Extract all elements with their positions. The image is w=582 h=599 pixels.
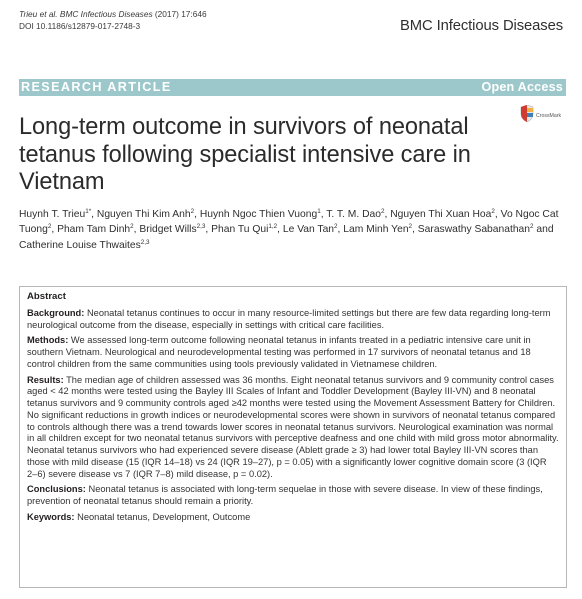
author-name[interactable]: Le Van Tan: [282, 224, 335, 236]
author-affiliation: 2: [530, 223, 534, 231]
author-name[interactable]: Catherine Louise Thwaites: [19, 239, 141, 251]
author-name[interactable]: Huynh T. Trieu: [19, 209, 86, 220]
methods-text: We assessed long-term outcome following neonatal tetanus in infants treated in a pediatric intensive care unit in southern Vietnam. Neurological and neurodevelopmental testing was performed in 17 survivors of neonatal tetanus and 18 control children from the same communities using tools previously validated in Vietnamese children.: [27, 335, 531, 369]
background-label: Background:: [27, 307, 85, 318]
author-name[interactable]: Nguyen Thi Kim Anh: [96, 209, 191, 220]
crossmark-label: CrossMark: [536, 113, 562, 119]
citation-authors: Trieu et al.: [19, 9, 58, 19]
conclusions-text: Neonatal tetanus is associated with long-term sequelae in those with severe disease. In view of these findings, prevention of neonatal tetanus should remain a priority.: [27, 484, 543, 506]
author-affiliation: 2,3: [196, 223, 206, 231]
author-name[interactable]: Saraswathy Sabanathan: [417, 224, 530, 236]
author-affiliation: 1: [317, 208, 321, 215]
author-name[interactable]: Huynh Ngoc Thien Vuong: [199, 209, 318, 220]
author-affiliation: 2: [408, 223, 413, 231]
crossmark-badge[interactable]: [520, 105, 566, 125]
doi[interactable]: DOI 10.1186/s12879-017-2748-3: [19, 20, 141, 31]
article-type-banner: [19, 79, 566, 96]
abstract-conclusions: [27, 484, 559, 508]
author-affiliation: 1,2: [268, 223, 278, 231]
keywords-text: Neonatal tetanus, Development, Outcome: [77, 511, 251, 522]
author-affiliation: 2: [190, 208, 195, 215]
keywords-label: Keywords:: [27, 511, 75, 522]
article-type-label: RESEARCH ARTICLE: [21, 80, 172, 94]
citation-header: [19, 9, 207, 32]
abstract-methods: [27, 335, 559, 370]
article-title: Long-term outcome in survivors of neonatal tetanus following specialist intensive care in Vietnam: [19, 114, 471, 195]
author-name[interactable]: T. T. M. Dao: [326, 209, 381, 220]
author-affiliation: 2: [130, 223, 134, 231]
abstract-heading: Abstract: [27, 291, 66, 302]
citation-journal: BMC Infectious Diseases: [59, 9, 153, 19]
author-name[interactable]: Lam Minh Yen: [343, 224, 409, 236]
author-affiliation: 2: [334, 223, 338, 231]
open-access-label: Open Access: [481, 80, 563, 94]
author-name[interactable]: Vo Ngoc Cat Tuong: [19, 209, 559, 236]
results-text: The median age of children assessed was 36 months. Eight neonatal tetanus survivors and 9 community control cases aged < 42 months were tested using the Bayley III Scales of Infant and Toddler Development (Bayley III-VN) and 8 neonatal tetanus survivors and 9 community controls aged ≥42 months were tested using the Movement Assessment Battery for Children. No significant reductions in growth indices or neurodevelopmental scores were shown in survivors of neonatal tetanus compared to controls although there was a trend towards lower scores in neonatal tetanus survivors. Neurological examination was normal in all children except for two neonatal tetanus survivors with perceptive deafness and one child with mild gross motor abnormality. Neonatal tetanus survivors who had experienced severe disease (Ablett grade ≥ 3) had lower total Bayley III-VN scores than those with mild disease (15 (IQR 14–18) vs 24 (IQR 19–27), p = 0.05) with a significantly lower cognitive domain score (3 (IQR 2–6) severe disease vs 7 (IQR 7–8) mild disease, p = 0.02).: [27, 374, 559, 479]
citation-year-pages: (2017) 17:646: [154, 9, 207, 19]
abstract-results: [27, 375, 559, 481]
author-name[interactable]: Nguyen Thi Xuan Hoa: [390, 209, 492, 220]
author-affiliation: 1*: [85, 208, 92, 215]
journal-brand[interactable]: BMC Infectious Diseases: [400, 18, 563, 34]
methods-label: Methods:: [27, 335, 69, 346]
author-name[interactable]: Phan Tu Qui: [211, 224, 269, 236]
abstract-box: [19, 286, 567, 588]
crossmark-icon: [520, 105, 534, 122]
background-text: Neonatal tetanus continues to occur in many resource-limited settings but there are few data regarding long-term neurological outcome from the disease, especially in settings with critical care facilities.: [27, 307, 551, 330]
author-affiliation: 2: [491, 208, 495, 215]
author-name[interactable]: Pham Tam Dinh: [57, 224, 131, 236]
authors-conjunction: and: [536, 224, 554, 236]
author-list: Huynh T. Trieu$^{1*}$, Nguyen Thi Kim Anh$^2$, Huynh Ngoc Thien Vuong$^1$, T. T. M. Dao$^2$, Nguyen Thi Xuan Hoa$^2$, Vo Ngoc Cat Tuong$^2$, Pham Tam Dinh$^2$, Bridget Wills$^{2,3}$, Phan Tu Qui$^{1,2}$, Le Van Tan$^2$, Lam Minh Yen$^2$, Saraswathy Sabanathan$^2$ and Catherine Louise Thwaites$^{2,3}$: [19, 208, 559, 251]
conclusions-label: Conclusions:: [27, 484, 86, 495]
author-affiliation: 2: [381, 208, 385, 215]
author-affiliation: 2,3: [140, 238, 150, 246]
results-label: Results:: [27, 374, 64, 385]
author-name[interactable]: Bridget Wills: [139, 224, 197, 236]
abstract-keywords: [27, 512, 559, 524]
citation-line: [19, 9, 207, 21]
author-affiliation: 2: [47, 223, 52, 231]
abstract-background: [27, 308, 559, 332]
